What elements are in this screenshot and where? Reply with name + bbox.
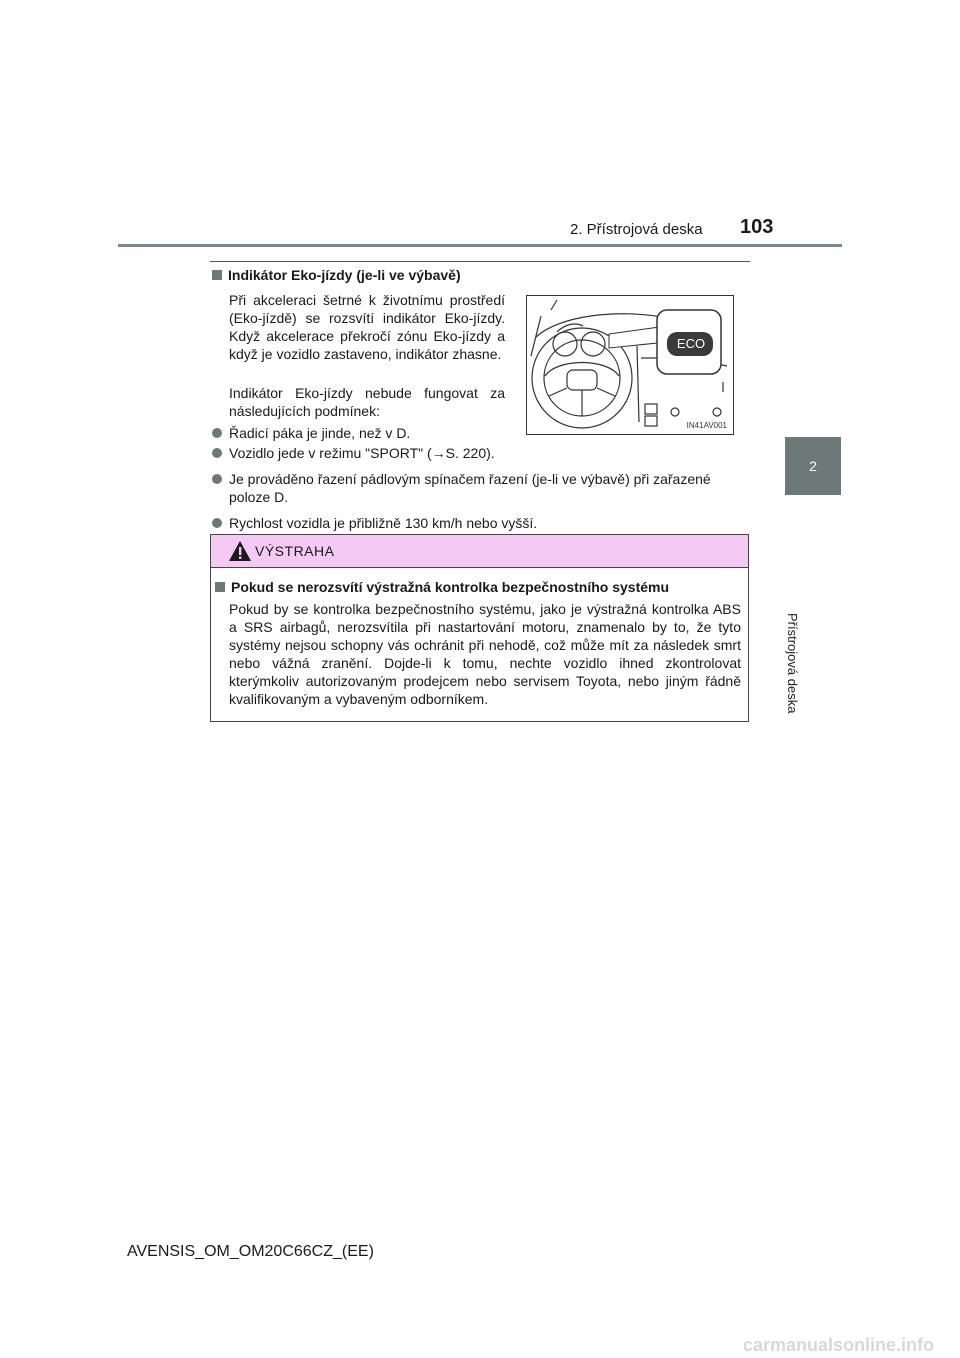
- dashboard-illustration: [526, 295, 734, 435]
- warning-subheading-text: Pokud se nerozsvítí výstražná kontrolka bezpečnostního systému: [231, 579, 670, 595]
- section-heading-text: Indikátor Eko-jízdy (je-li ve výbavě): [228, 267, 461, 283]
- warning-subheading: [215, 579, 745, 595]
- square-bullet-icon: [215, 582, 225, 592]
- warning-title: VÝSTRAHA: [255, 543, 335, 559]
- image-code: IN41AV001: [686, 421, 727, 430]
- eco-indicator-label: ECO: [676, 336, 706, 351]
- square-bullet-icon: [212, 270, 222, 280]
- dashboard-drawing: [527, 296, 733, 434]
- section-heading: [212, 267, 461, 283]
- round-bullet-icon: [212, 518, 222, 528]
- list-item: Řadicí páka je jinde, než v D.: [212, 424, 509, 442]
- chapter-vertical-label: Přístrojová deska: [785, 613, 800, 714]
- warning-header: [211, 535, 748, 568]
- paragraph-eco-description: Při akceleraci šetrné k životnímu prostředí (Eko-jízdě) se rozsvítí indikátor Eko-jízdy. Když akcelerace překročí zónu Eko-jízdy a když je vozidlo zastaveno, indikátor zhasne.: [229, 292, 505, 362]
- paragraph-conditions: Indikátor Eko-jízdy nebude fungovat za následujících podmínek:: [229, 385, 505, 419]
- header-rule: [118, 244, 842, 247]
- warning-triangle-icon: [227, 539, 253, 563]
- section-rule: [210, 261, 750, 262]
- header-title: 2. Přístrojová deska: [570, 221, 703, 238]
- list-item: Vozidlo jede v režimu "SPORT" (→S. 220).: [212, 444, 752, 462]
- condition-list: [212, 424, 752, 534]
- footer-code: AVENSIS_OM_OM20C66CZ_(EE): [127, 1243, 374, 1260]
- round-bullet-icon: [212, 428, 222, 438]
- warning-text: Pokud by se kontrolka bezpečnostního systému, jako je výstražná kontrolka ABS a SRS airbagů, nerozsvítila při nastartování motoru, znamenalo by to, že tyto systémy nejsou schopny vás ochránit při nehodě, což může mít za následek smrt nebo vážná zranění. Dojde-li k tomu, nechte vozidlo ihned zkontrolovat kterýmkoliv autorizovaným prodejcem nebo servisem Toyota, nebo jiným řádně kvalifikovaným a vybaveným odborníkem.: [229, 601, 741, 707]
- chapter-tab: 2: [785, 437, 841, 495]
- watermark: carmanualsonline.info: [742, 1335, 934, 1355]
- list-item: Je prováděno řazení pádlovým spínačem řazení (je-li ve výbavě) při zařazené poloze D.: [212, 470, 752, 506]
- page-number: 103: [740, 216, 774, 238]
- warning-box: [210, 534, 749, 722]
- list-item: Rychlost vozidla je přibližně 130 km/h nebo vyšší.: [212, 514, 752, 532]
- round-bullet-icon: [212, 474, 222, 484]
- round-bullet-icon: [212, 448, 222, 458]
